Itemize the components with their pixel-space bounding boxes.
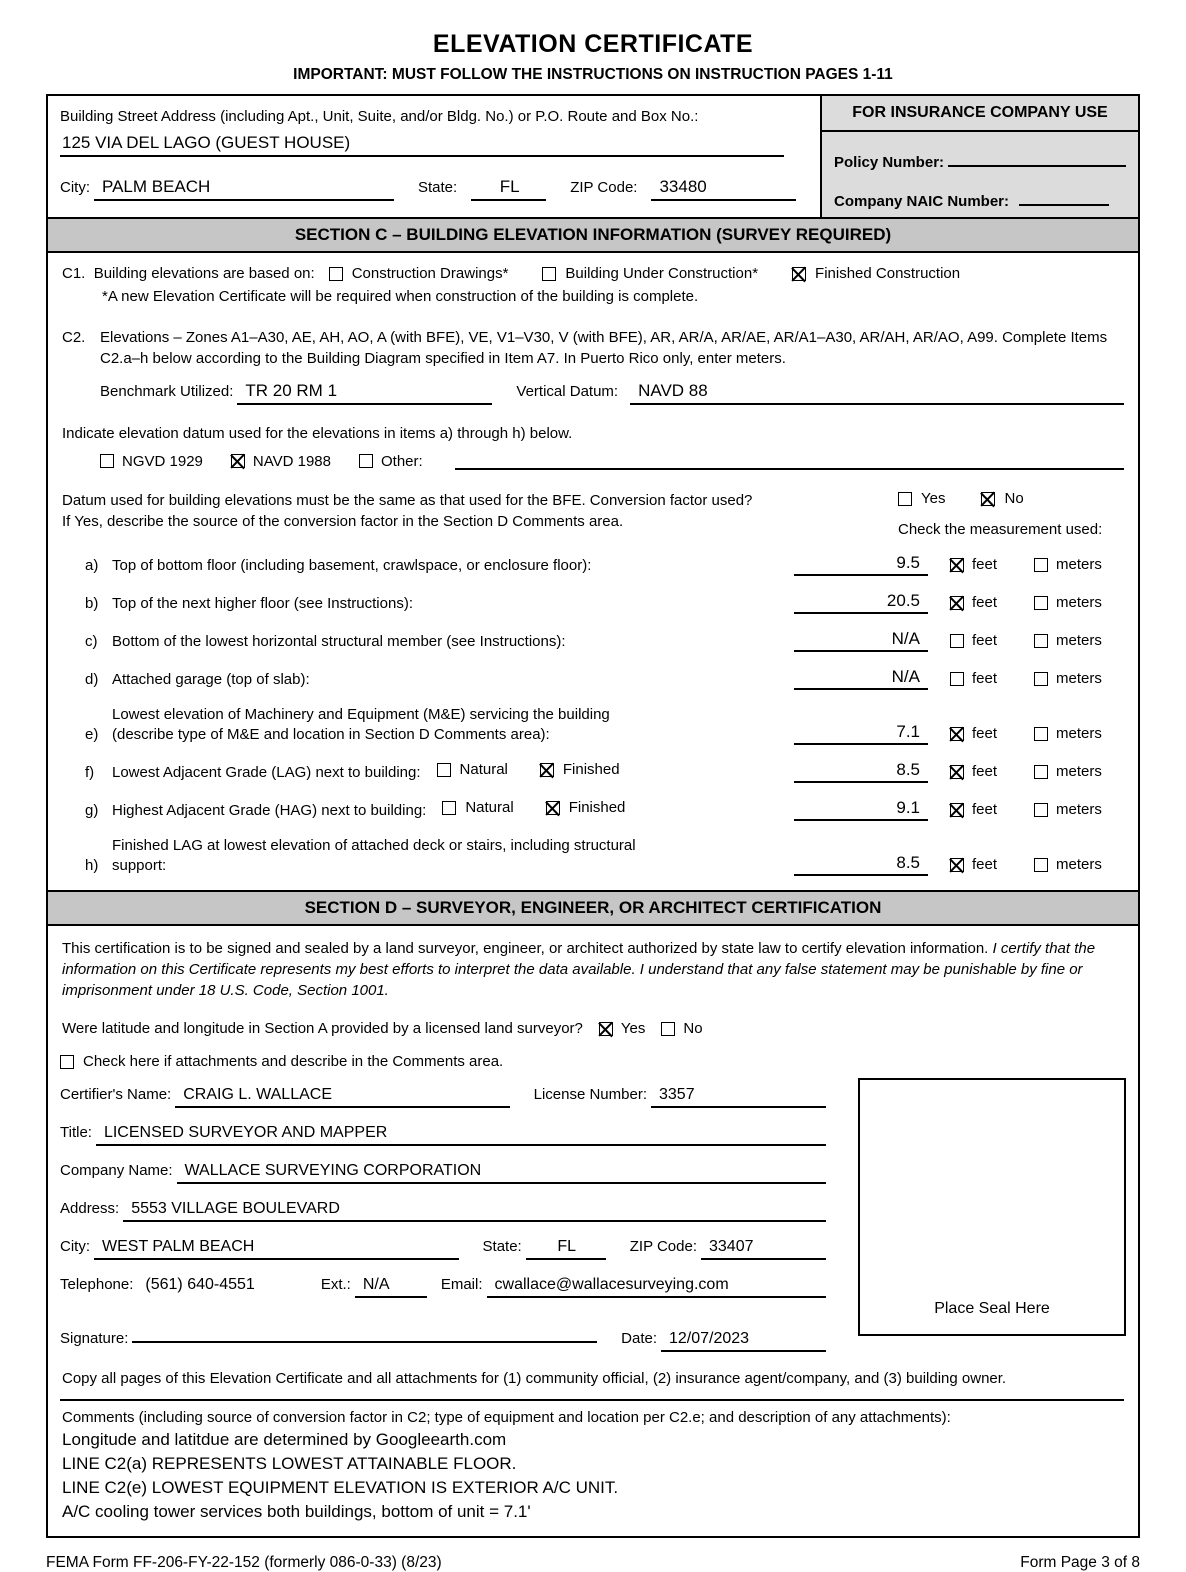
finished-label: Finished <box>562 761 620 778</box>
attachments-label: Check here if attachments and describe in the Comments area. <box>83 1053 504 1070</box>
latlong-question: Were latitude and longitude in Section A provided by a licensed land surveyor? <box>62 1020 583 1037</box>
elevation-row-c <box>60 629 1124 652</box>
c1-option-construction-drawings <box>329 265 960 282</box>
zip-label: ZIP Code: <box>570 179 638 196</box>
feet-label: feet <box>972 556 998 573</box>
certifier-city-row <box>60 1238 826 1260</box>
certification-text-italic: I certify that the information on this Certificate represents my best efforts to interpret the data available. I understand that any false statement may be punishable by fine or imprisonment under 18 U.S. Code, Section 1001. <box>62 940 1096 999</box>
page-footer <box>46 1554 1140 1572</box>
conversion-yes-checkbox[interactable] <box>898 492 912 506</box>
state-label: State: <box>418 179 458 196</box>
certifier-state-label: State: <box>482 1238 522 1255</box>
navd-1988-checkbox[interactable] <box>231 454 245 468</box>
latlong-yes-label: Yes <box>620 1020 646 1037</box>
certifier-company-row <box>60 1162 826 1184</box>
row-c-feet-checkbox[interactable] <box>950 634 964 648</box>
comment-line-3: LINE C2(e) LOWEST EQUIPMENT ELEVATION IS EXTERIOR A/C UNIT. <box>62 1478 619 1497</box>
street-address-label: Building Street Address (including Apt., Unit, Suite, and/or Bldg. No.) or P.O. Route and Box No.: <box>60 108 699 125</box>
row-c-label: Bottom of the lowest horizontal structural member (see Instructions): <box>112 633 566 650</box>
section-c-header: SECTION C – BUILDING ELEVATION INFORMATION (SURVEY REQUIRED) <box>48 217 1138 253</box>
building-address-block <box>48 96 820 217</box>
title-field[interactable]: LICENSED SURVEYOR AND MAPPER <box>96 1124 826 1146</box>
page-subtitle: IMPORTANT: MUST FOLLOW THE INSTRUCTIONS ON INSTRUCTION PAGES 1-11 <box>293 66 893 83</box>
row-d-meters-checkbox[interactable] <box>1034 672 1048 686</box>
company-name-field[interactable]: WALLACE SURVEYING CORPORATION <box>177 1162 826 1184</box>
license-number-field[interactable]: 3357 <box>651 1086 826 1108</box>
row-c-value-field[interactable]: N/A <box>794 629 928 652</box>
certifier-fields <box>60 1086 826 1352</box>
row-f-natural-checkbox[interactable] <box>437 763 451 777</box>
naic-number-label: Company NAIC Number: <box>834 193 1010 210</box>
finished-construction-checkbox[interactable] <box>792 267 806 281</box>
naic-number-row <box>822 188 1138 210</box>
policy-number-label: Policy Number: <box>834 154 945 171</box>
row-b-label: Top of the next higher floor (see Instructions): <box>112 595 413 612</box>
natural-label: Natural <box>459 761 508 778</box>
measurement-used-note: Check the measurement used: <box>898 521 1103 538</box>
row-b-feet-checkbox[interactable] <box>950 596 964 610</box>
construction-drawings-checkbox[interactable] <box>329 267 343 281</box>
latlong-question-row <box>60 1020 1124 1037</box>
insurance-box-header: FOR INSURANCE COMPANY USE <box>822 96 1138 132</box>
row-g-feet-checkbox[interactable] <box>950 803 964 817</box>
natural-label: Natural <box>465 799 514 816</box>
benchmark-row <box>100 381 1124 405</box>
conversion-yes-label: Yes <box>921 490 946 507</box>
signature-label: Signature: <box>60 1330 129 1347</box>
feet-label: feet <box>972 856 998 873</box>
benchmark-label: Benchmark Utilized: <box>100 383 234 400</box>
ngvd-1929-label: NGVD 1929 <box>122 452 203 470</box>
address-label: Address: <box>60 1200 120 1217</box>
date-label: Date: <box>621 1330 657 1347</box>
meters-label: meters <box>1056 763 1102 780</box>
certifier-phone-row <box>60 1276 826 1298</box>
section-d-header: SECTION D – SURVEYOR, ENGINEER, OR ARCHITECT CERTIFICATION <box>48 890 1138 926</box>
elevation-row-f <box>60 760 1124 783</box>
row-f-meters-checkbox[interactable] <box>1034 765 1048 779</box>
meters-label: meters <box>1056 801 1102 818</box>
certifier-title-row <box>60 1124 826 1146</box>
row-a-label: Top of bottom floor (including basement, crawlspace, or enclosure floor): <box>112 557 592 574</box>
policy-number-field[interactable] <box>948 149 1126 167</box>
row-e-label: Lowest elevation of Machinery and Equipment (M&E) servicing the building (describe type of M&E and location in Section D Comments area): <box>112 706 610 743</box>
elevation-row-d <box>60 667 1124 690</box>
c2-intro: Elevations – Zones A1–A30, AE, AH, AO, A (with BFE), VE, V1–V30, V (with BFE), AR, AR/A, AR/AE, AR/A1–A30, AR/AH, AR/AO, A99. Complete Items C2.a–h below according to the Building Diagram specified in Item A7. In Puerto Rico only, enter meters. <box>100 329 1108 367</box>
feet-label: feet <box>972 801 998 818</box>
elevation-row-g <box>60 798 1124 821</box>
row-a-meters-checkbox[interactable] <box>1034 558 1048 572</box>
other-datum-field[interactable] <box>455 452 1124 470</box>
signature-row <box>60 1330 826 1352</box>
footer-form-number: FEMA Form FF-206-FY-22-152 (formerly 086-0-33) (8/23) <box>46 1554 442 1571</box>
benchmark-field[interactable]: TR 20 RM 1 <box>237 381 492 405</box>
row-a-feet-checkbox[interactable] <box>950 558 964 572</box>
ext-field[interactable]: N/A <box>355 1276 427 1298</box>
finished-construction-label: Finished Construction <box>815 265 961 282</box>
conversion-line-1: Datum used for building elevations must be the same as that used for the BFE. Conversion factor used? <box>62 492 753 509</box>
section-c-body <box>48 253 1138 890</box>
row-c-meters-checkbox[interactable] <box>1034 634 1048 648</box>
comments-divider <box>60 1399 1124 1401</box>
section-d-body <box>48 926 1138 1536</box>
meters-label: meters <box>1056 632 1102 649</box>
conversion-factor-text <box>60 490 878 538</box>
city-field[interactable]: PALM BEACH <box>94 177 394 201</box>
zip-field[interactable]: 33480 <box>651 177 796 201</box>
building-under-construction-label: Building Under Construction* <box>565 265 759 282</box>
conversion-no-checkbox[interactable] <box>981 492 995 506</box>
policy-number-row <box>822 149 1138 171</box>
row-f-finished-checkbox[interactable] <box>540 763 554 777</box>
c2-number: C2. <box>62 329 86 346</box>
row-d-letter: d) <box>85 671 99 688</box>
elevation-row-e <box>60 705 1124 745</box>
row-g-meters-checkbox[interactable] <box>1034 803 1048 817</box>
certifier-state-field[interactable]: FL <box>526 1238 606 1260</box>
vertical-datum-field[interactable]: NAVD 88 <box>630 381 1124 405</box>
row-h-label: Finished LAG at lowest elevation of attached deck or stairs, including structural support: <box>112 837 636 874</box>
conversion-answer-column <box>878 490 1124 538</box>
row-b-value-field[interactable]: 20.5 <box>794 591 928 614</box>
ngvd-1929-checkbox[interactable] <box>100 454 114 468</box>
certifier-name-field[interactable]: CRAIG L. WALLACE <box>175 1086 509 1108</box>
c2-block <box>60 327 1124 369</box>
company-name-label: Company Name: <box>60 1162 173 1179</box>
indicate-datum-line: Indicate elevation datum used for the elevations in items a) through h) below. <box>62 425 573 442</box>
datum-options-row <box>100 452 1124 470</box>
latlong-yes-checkbox[interactable] <box>599 1022 613 1036</box>
row-h-value-field[interactable]: 8.5 <box>794 853 928 876</box>
row-f-label: Lowest Adjacent Grade (LAG) next to building: Natural Finished <box>112 761 620 781</box>
street-address-field[interactable]: 125 VIA DEL LAGO (GUEST HOUSE) <box>60 133 784 157</box>
comment-line-2: LINE C2(a) REPRESENTS LOWEST ATTAINABLE FLOOR. <box>62 1454 517 1473</box>
certification-paragraph <box>60 938 1124 1001</box>
conversion-line-2: If Yes, describe the source of the conversion factor in the Section D Comments area. <box>62 513 624 530</box>
meters-label: meters <box>1056 594 1102 611</box>
form-box <box>46 94 1140 1538</box>
attachments-row <box>60 1053 1124 1070</box>
row-d-label: Attached garage (top of slab): <box>112 671 310 688</box>
certification-text-normal: This certification is to be signed and sealed by a land surveyor, engineer, or architect authorized by state law to certify elevation information. <box>62 940 993 957</box>
page-title: ELEVATION CERTIFICATE <box>432 30 754 58</box>
copy-all-pages-line: Copy all pages of this Elevation Certificate and all attachments for (1) community official, (2) insurance agent/company, and (3) building owner. <box>62 1370 1007 1387</box>
row-b-letter: b) <box>85 595 99 612</box>
row-e-feet-checkbox[interactable] <box>950 727 964 741</box>
comments-block[interactable] <box>60 1409 1124 1522</box>
feet-label: feet <box>972 632 998 649</box>
row-a-letter: a) <box>85 557 99 574</box>
elevation-row-a <box>60 553 1124 576</box>
feet-label: feet <box>972 594 998 611</box>
elevation-rows <box>60 553 1124 876</box>
row-d-value-field[interactable]: N/A <box>794 667 928 690</box>
elevation-row-b <box>60 591 1124 614</box>
naic-number-field[interactable] <box>1019 188 1109 206</box>
feet-label: feet <box>972 670 998 687</box>
certifier-zip-field[interactable]: 33407 <box>701 1238 826 1260</box>
certifier-address-row <box>60 1200 826 1222</box>
row-e-letter: e) <box>85 726 99 743</box>
conversion-no-label: No <box>1004 490 1024 507</box>
row-f-letter: f) <box>85 764 95 781</box>
certifier-city-label: City: <box>60 1238 90 1255</box>
state-field[interactable]: FL <box>471 177 546 201</box>
row-e-meters-checkbox[interactable] <box>1034 727 1048 741</box>
feet-label: feet <box>972 763 998 780</box>
row-g-finished-checkbox[interactable] <box>546 801 560 815</box>
comments-label: Comments (including source of conversion factor in C2; type of equipment and location per C2.e; and description of any attachments): <box>62 1409 951 1426</box>
row-g-label: Highest Adjacent Grade (HAG) next to building: Natural Finished <box>112 799 626 819</box>
place-seal-here-label: Place Seal Here <box>934 1300 1050 1317</box>
latlong-no-checkbox[interactable] <box>661 1022 675 1036</box>
comment-line-4: A/C cooling tower services both buildings, bottom of unit = 7.1' <box>62 1502 531 1521</box>
row-g-value-field[interactable]: 9.1 <box>794 798 928 821</box>
meters-label: meters <box>1056 856 1102 873</box>
meters-label: meters <box>1056 670 1102 687</box>
other-datum-checkbox[interactable] <box>359 454 373 468</box>
city-state-zip-row <box>60 177 806 201</box>
email-label: Email: <box>440 1276 483 1293</box>
row-f-value-field[interactable]: 8.5 <box>794 760 928 783</box>
certifier-name-label: Certifier's Name: <box>60 1086 172 1103</box>
row-h-feet-checkbox[interactable] <box>950 858 964 872</box>
row-g-letter: g) <box>85 802 99 819</box>
ext-label: Ext.: <box>320 1276 351 1293</box>
certifier-city-field[interactable]: WEST PALM BEACH <box>94 1238 459 1260</box>
elevation-row-h <box>60 836 1124 876</box>
seal-box <box>858 1078 1126 1336</box>
row-f-feet-checkbox[interactable] <box>950 765 964 779</box>
title-label: Title: <box>60 1124 92 1141</box>
c1-row <box>60 265 1124 282</box>
latlong-no-label: No <box>683 1020 703 1037</box>
address-field[interactable]: 5553 VILLAGE BOULEVARD <box>123 1200 826 1222</box>
row-h-meters-checkbox[interactable] <box>1034 858 1048 872</box>
feet-label: feet <box>972 725 998 742</box>
row-a-value-field[interactable]: 9.5 <box>794 553 928 576</box>
meters-label: meters <box>1056 556 1102 573</box>
address-insurance-row <box>48 96 1138 217</box>
telephone-label: Telephone: <box>60 1276 134 1293</box>
row-g-natural-checkbox[interactable] <box>442 801 456 815</box>
construction-drawings-label: Construction Drawings* <box>351 265 509 282</box>
email-field[interactable]: cwallace@wallacesurveying.com <box>487 1276 826 1298</box>
certifier-zip-label: ZIP Code: <box>629 1238 697 1255</box>
finished-label: Finished <box>568 799 626 816</box>
row-c-letter: c) <box>85 633 98 650</box>
date-field[interactable]: 12/07/2023 <box>661 1330 826 1352</box>
city-label: City: <box>60 179 90 196</box>
telephone-field[interactable]: (561) 640-4551 <box>145 1276 255 1293</box>
attachments-checkbox[interactable] <box>60 1055 74 1069</box>
other-datum-label: Other: <box>380 452 423 470</box>
navd-1988-label: NAVD 1988 <box>252 452 331 470</box>
vertical-datum-label: Vertical Datum: <box>516 383 619 400</box>
c1-note: *A new Elevation Certificate will be required when construction of the building is complete. <box>102 288 699 305</box>
certifier-name-row <box>60 1086 826 1108</box>
footer-page-number: Form Page 3 of 8 <box>1020 1554 1140 1571</box>
meters-label: meters <box>1056 725 1102 742</box>
license-number-label: License Number: <box>533 1086 647 1103</box>
signature-field[interactable] <box>132 1339 597 1343</box>
row-h-letter: h) <box>85 857 99 874</box>
building-under-construction-checkbox[interactable] <box>542 267 556 281</box>
row-e-value-field[interactable]: 7.1 <box>794 722 928 745</box>
insurance-company-box <box>820 96 1138 217</box>
conversion-factor-block <box>60 490 1124 538</box>
c1-label: C1. Building elevations are based on: <box>62 265 315 282</box>
row-b-meters-checkbox[interactable] <box>1034 596 1048 610</box>
row-d-feet-checkbox[interactable] <box>950 672 964 686</box>
comment-line-1: Longitude and latitdue are determined by Googleearth.com <box>62 1430 507 1449</box>
